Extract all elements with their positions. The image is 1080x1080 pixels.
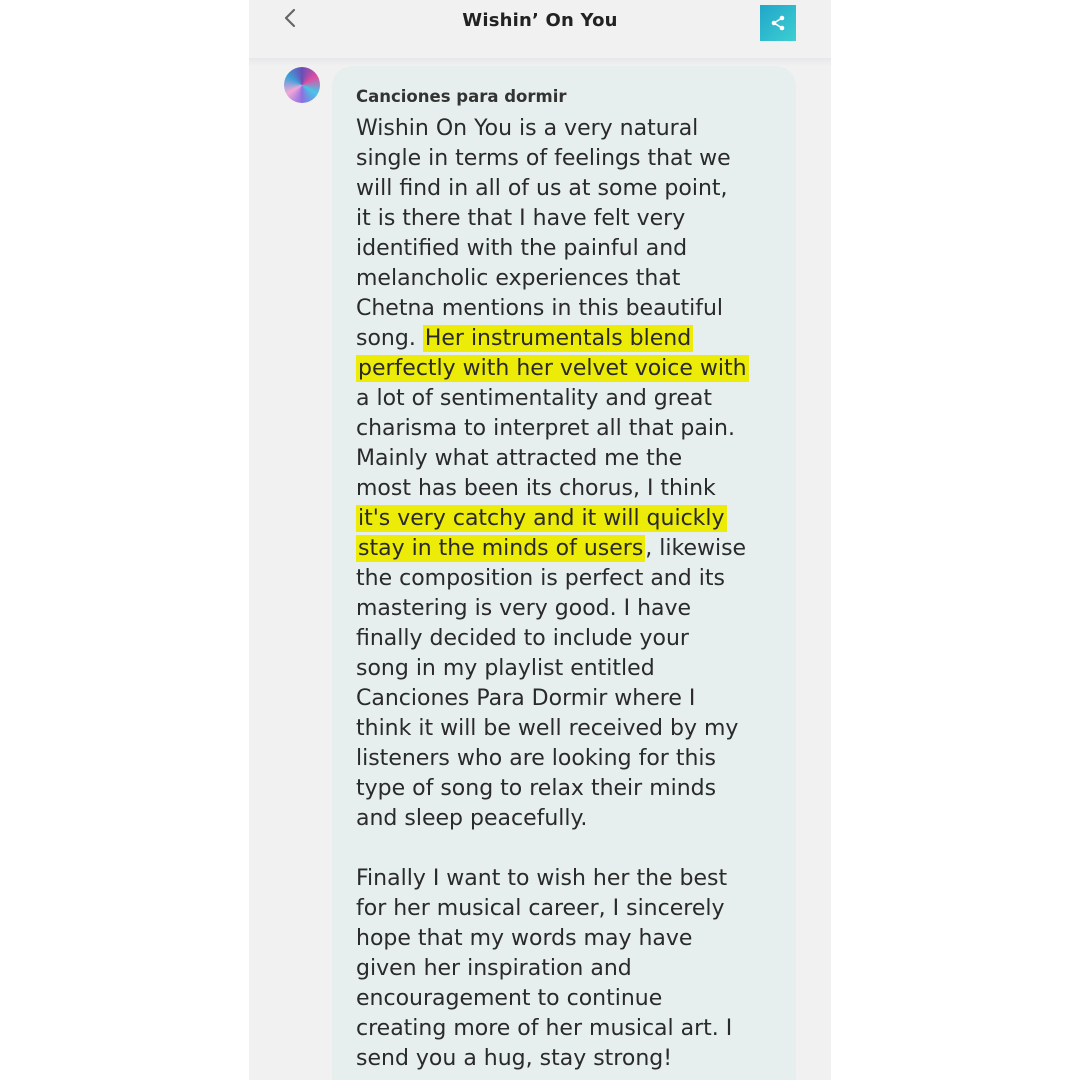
highlighted-text: Her instrumentals blend [424, 326, 692, 351]
message-line [356, 924, 796, 954]
text-segment: send you a hug, stay strong! [356, 1046, 673, 1071]
text-segment: think it will be well received by my [356, 716, 739, 741]
share-button[interactable] [760, 5, 796, 41]
message-line [356, 684, 796, 714]
text-segment: hope that my words may have [356, 926, 693, 951]
message-line [356, 354, 796, 384]
message-line [356, 594, 796, 624]
message-line [356, 264, 796, 294]
message-line [356, 624, 796, 654]
app-screen [249, 0, 831, 1080]
text-segment: identified with the painful and [356, 236, 688, 261]
header-divider [249, 58, 831, 66]
message-line [356, 444, 796, 474]
message-line [356, 954, 796, 984]
text-segment: type of song to relax their minds [356, 776, 717, 801]
message-line [356, 324, 796, 354]
text-segment: for her musical career, I sincerely [356, 896, 725, 921]
highlighted-text: stay in the minds of users [358, 536, 644, 561]
message-text [356, 114, 796, 1074]
text-segment: Finally I want to wish her the best [356, 866, 728, 891]
message-line [356, 804, 796, 834]
highlighted-text: it's very catchy and it will quickly [358, 506, 725, 531]
message-line [356, 294, 796, 324]
text-segment: and sleep peacefully. [356, 806, 588, 831]
page-title: Wishin’ On You [462, 10, 618, 31]
text-segment: song in my playlist entitled [356, 656, 655, 681]
text-segment: will find in all of us at some point, [356, 176, 728, 201]
message-line [356, 1014, 796, 1044]
avatar[interactable] [284, 67, 320, 103]
message-line [356, 114, 796, 144]
message-line [356, 864, 796, 894]
message-line [356, 564, 796, 594]
message-line [356, 534, 796, 564]
message-line [356, 174, 796, 204]
message-line [356, 1044, 796, 1074]
text-segment: it is there that I have felt very [356, 206, 686, 231]
message-line [356, 384, 796, 414]
message-line [356, 744, 796, 774]
message-line [356, 654, 796, 684]
text-segment: given her inspiration and [356, 956, 632, 981]
share-icon [769, 14, 787, 32]
text-segment: most has been its chorus, I think [356, 476, 716, 501]
text-segment: a lot of sentimentality and great [356, 386, 712, 411]
text-segment: single in terms of feelings that we [356, 146, 731, 171]
message-line [356, 714, 796, 744]
message-line [356, 144, 796, 174]
text-segment: creating more of her musical art. I [356, 1016, 733, 1041]
message-line [356, 984, 796, 1014]
paragraph-break [356, 834, 796, 864]
text-segment: Wishin On You is a very natural [356, 116, 699, 141]
message-line [356, 234, 796, 264]
message-author: Canciones para dormir [356, 87, 567, 106]
text-segment: Mainly what attracted me the [356, 446, 683, 471]
text-segment: charisma to interpret all that pain. [356, 416, 735, 441]
text-segment: Canciones Para Dormir where I [356, 686, 696, 711]
text-segment: finally decided to include your [356, 626, 689, 651]
text-segment: mastering is very good. I have [356, 596, 692, 621]
message-line [356, 474, 796, 504]
message-line [356, 204, 796, 234]
message-line [356, 894, 796, 924]
text-segment: encouragement to continue [356, 986, 663, 1011]
message-line [356, 414, 796, 444]
text-segment: Chetna mentions in this beautiful [356, 296, 724, 321]
text-segment: listeners who are looking for this [356, 746, 716, 771]
text-segment: , likewise [645, 536, 747, 561]
text-segment: the composition is perfect and its [356, 566, 725, 591]
top-bar [249, 0, 831, 58]
message-bubble [332, 66, 796, 1080]
text-segment: melancholic experiences that [356, 266, 681, 291]
highlighted-text: perfectly with her velvet voice with [358, 356, 747, 381]
message-line [356, 774, 796, 804]
text-segment: song. [356, 326, 423, 351]
message-line [356, 504, 796, 534]
